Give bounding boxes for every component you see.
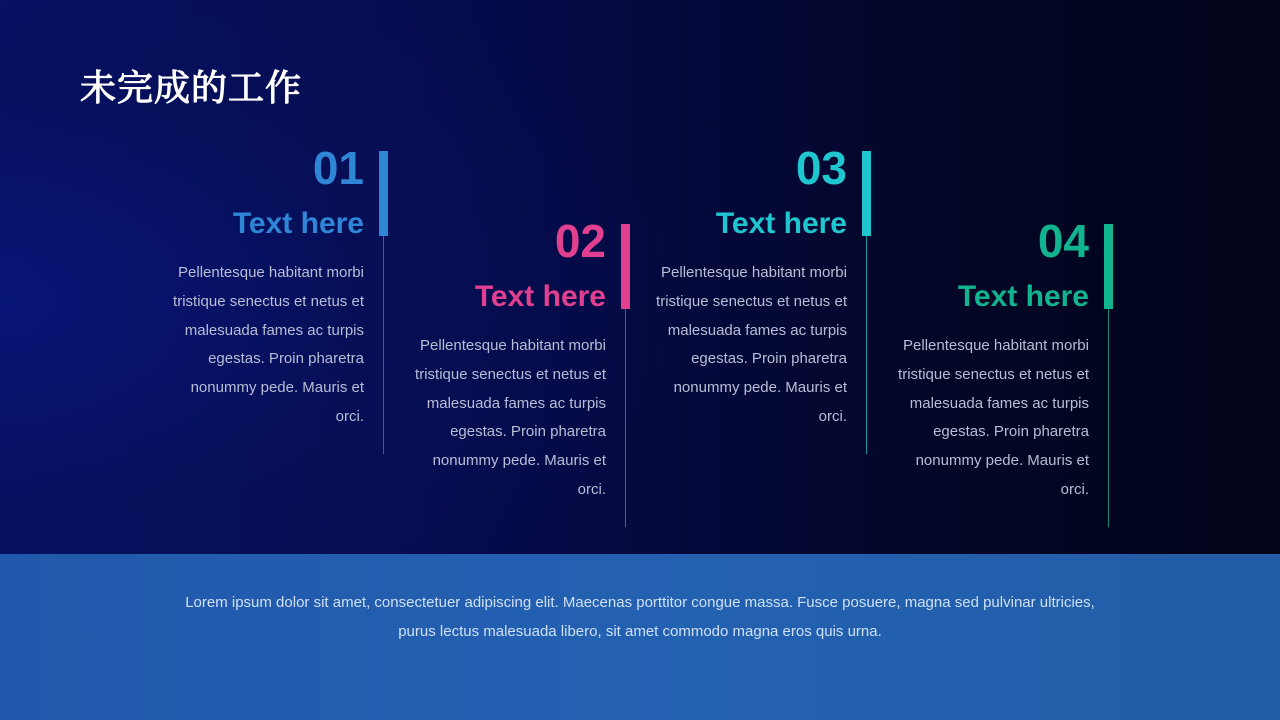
card-number: 01 [312,142,364,194]
card-accent-bar [1104,224,1113,309]
card-body: Pellentesque habitant morbi tristique senectus et netus et malesuada fames ac turpis egestas. Proin pharetra nonummy pede. Mauris et orci. [173,264,364,425]
card-number: 02 [554,215,606,267]
card-number: 03 [795,142,847,194]
card-divider-line [383,236,384,454]
slide-title: 未完成的工作 [80,68,303,109]
card-accent-bar [621,224,630,309]
card-divider-line [1108,309,1109,527]
card-divider-line [866,236,867,454]
footer-band [0,554,1280,720]
card-heading: Text here [232,207,364,240]
card-body: Pellentesque habitant morbi tristique senectus et netus et malesuada fames ac turpis egestas. Proin pharetra nonummy pede. Mauris et orci. [415,337,606,498]
card-02 [390,215,630,534]
card-divider-line [625,309,626,527]
footer-text: Lorem ipsum dolor sit amet, consectetuer adipiscing elit. Maecenas porttitor congue massa. Fusce posuere, magna sed pulvinar ultricies, purus lectus malesuada libero, sit amet commodo magna eros quis urna. [185,594,1095,640]
card-accent-bar [379,151,388,236]
card-body: Pellentesque habitant morbi tristique senectus et netus et malesuada fames ac turpis egestas. Proin pharetra nonummy pede. Mauris et orci. [656,264,847,425]
card-body: Pellentesque habitant morbi tristique senectus et netus et malesuada fames ac turpis egestas. Proin pharetra nonummy pede. Mauris et orci. [898,337,1089,498]
card-01 [148,142,388,461]
card-04 [873,215,1113,534]
card-heading: Text here [474,280,606,313]
card-heading: Text here [715,207,847,240]
card-number: 04 [1037,215,1089,267]
card-accent-bar [862,151,871,236]
card-03 [631,142,871,461]
card-heading: Text here [957,280,1089,313]
